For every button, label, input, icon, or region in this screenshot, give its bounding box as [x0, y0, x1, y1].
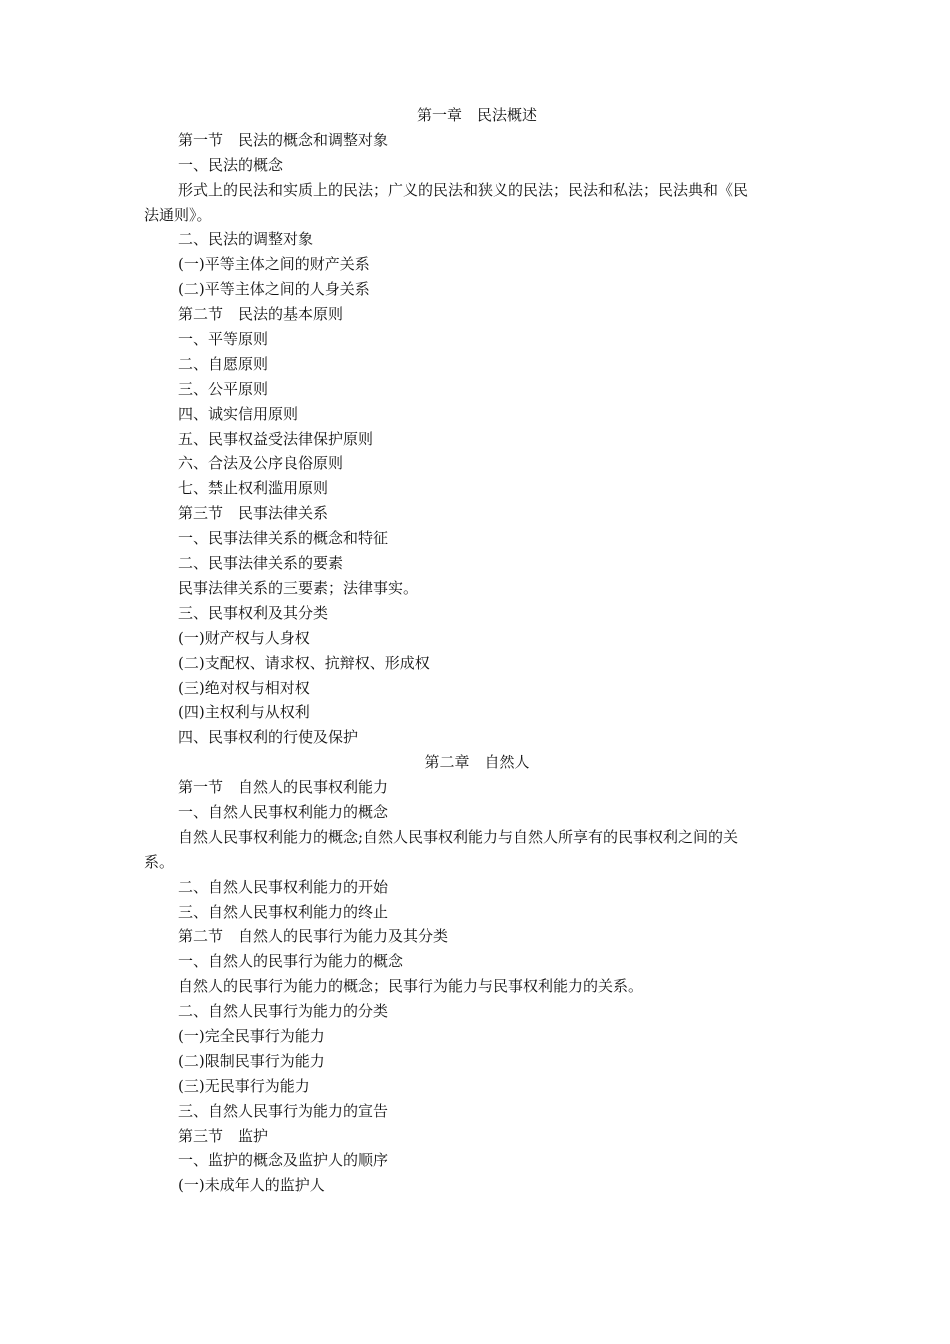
text-line: 二、自然人民事行为能力的分类 [178, 1002, 389, 1021]
text-line: 四、民事权利的行使及保护 [178, 728, 359, 747]
text-line: 民事法律关系的三要素；法律事实。 [178, 578, 419, 597]
text-line: 第二节 民法的基本原则 [178, 305, 344, 324]
paragraph [144, 825, 810, 875]
text-line: 六、合法及公序良俗原则 [178, 454, 344, 473]
text-line: 第二节 自然人的民事行为能力及其分类 [178, 927, 449, 946]
text-line: 三、自然人民事权利能力的终止 [178, 902, 389, 921]
text-line: 一、自然人的民事行为能力的概念 [178, 952, 404, 971]
text-line: (四)主权利与从权利 [178, 703, 310, 722]
text-line: (一)财产权与人身权 [178, 628, 310, 647]
text-line: 三、民事权利及其分类 [178, 603, 329, 622]
text-line: 一、监护的概念及监护人的顺序 [178, 1151, 389, 1170]
text-line: 自然人的民事行为能力的概念；民事行为能力与民事权利能力的关系。 [178, 977, 644, 996]
text-line: (三)绝对权与相对权 [178, 678, 310, 697]
text-line: 一、平等原则 [178, 330, 269, 349]
paragraph [144, 178, 810, 228]
chapter-heading: 第一章 民法概述 [416, 106, 537, 124]
chapter-heading: 第二章 自然人 [424, 753, 530, 772]
text-line: 七、禁止权利滥用原则 [178, 479, 329, 498]
text-line: 二、民法的调整对象 [178, 230, 314, 249]
text-line: 一、自然人民事权利能力的概念 [178, 802, 389, 821]
paragraph-continuation: 法通则》。 [144, 205, 212, 224]
text-line: (一)平等主体之间的财产关系 [178, 255, 370, 274]
text-line: 第三节 监护 [178, 1126, 269, 1145]
text-line: 五、民事权益受法律保护原则 [178, 429, 374, 448]
paragraph-continuation: 系。 [144, 852, 175, 871]
text-line: 三、公平原则 [178, 379, 269, 398]
text-line: (一)完全民事行为能力 [178, 1026, 325, 1045]
text-line: 二、民事法律关系的要素 [178, 554, 344, 573]
text-line: (二)限制民事行为能力 [178, 1051, 325, 1070]
text-line: 二、自然人民事权利能力的开始 [178, 877, 389, 896]
text-line: 一、民法的概念 [178, 155, 284, 174]
text-line: 第一节 自然人的民事权利能力 [178, 778, 389, 797]
text-line: 二、自愿原则 [178, 354, 269, 373]
text-line: (三)无民事行为能力 [178, 1076, 310, 1095]
text-line: (二)平等主体之间的人身关系 [178, 280, 370, 299]
text-line: 第一节 民法的概念和调整对象 [178, 130, 389, 149]
text-line: 第三节 民事法律关系 [178, 504, 329, 523]
text-line: (二)支配权、请求权、抗辩权、形成权 [178, 653, 430, 672]
text-line: 一、民事法律关系的概念和特征 [178, 529, 389, 548]
document-body [144, 103, 810, 1198]
text-line: (一)未成年人的监护人 [178, 1176, 325, 1195]
paragraph-first-line: 形式上的民法和实质上的民法；广义的民法和狭义的民法；民法和私法；民法典和《民 [178, 180, 749, 199]
paragraph-first-line: 自然人民事权利能力的概念;自然人民事权利能力与自然人所享有的民事权利之间的关 [178, 827, 739, 846]
text-line: 四、诚实信用原则 [178, 404, 299, 423]
text-line: 三、自然人民事行为能力的宣告 [178, 1101, 389, 1120]
